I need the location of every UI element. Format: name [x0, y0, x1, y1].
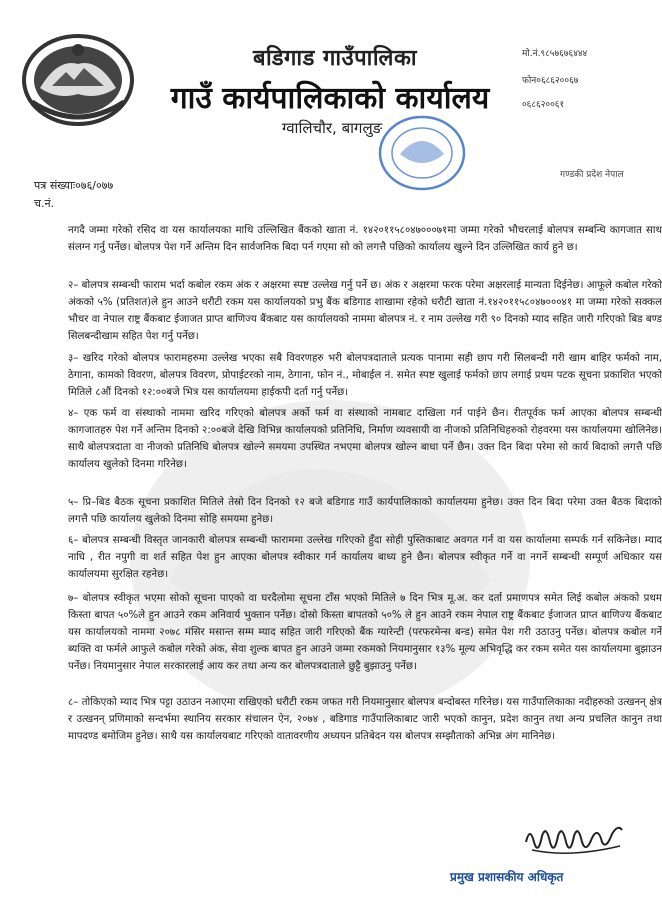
- paragraph: २– बोलपत्र सम्बन्धी फाराम भर्दा कबोल रकम अंक र अक्षरमा स्पष्ट उल्लेख गर्नु पर्ने छ। अंक र अक्षरमा फरक परेमा अक्षरलाई मान्यता दिईनेछ। आफूले कबोल गरेको अंकको ५% (प्रतिशत)ले हुन आउने धरौटी रकम यस कार्यालयको प्रभु बैंक बडिगाड शाखामा रहेको धरौटी खाता नं.१४२०११५८०४७०००४१ मा जम्मा गरेको सक्कल भौचर वा नेपाल राष्ट्र बैंकबाट ईजाजत प्राप्त बाणिज्य बैंकबाट यस कार्यालयको नाममा बोलपत्र नं. र नाम उल्लेख गरी ९० दिनको म्याद सहित जारी गरिएको बिड बण्ड सिलबन्दीखाम सहित पेश गर्नु पर्नेछ।: [68, 280, 662, 342]
- province-name: गण्डकी प्रदेश नेपाल: [560, 170, 624, 180]
- paragraph: ५– प्रि–बिड बैठक सूचना प्रकाशित मितिले तेस्रो दिन दिनको १२ बजे बडिगाड गाउँ कार्यपालिकाको कार्यालयमा हुनेछ। उक्त दिन बिदा परेमा उक्त बैठक बिदाको लगत्तै पछि कार्यालय खुलेको दिनमा सोहि समयमा हुनेछ।: [68, 497, 662, 525]
- contact-phone: फोन०६८६२००६७: [522, 76, 579, 86]
- dispatch-number: च.नं.: [34, 197, 55, 210]
- letter-number: पत्र संख्याः०७६/०७७: [34, 179, 114, 192]
- designation-label: प्रमुख प्रशासकीय अधिकृत: [450, 870, 564, 884]
- paragraph: ३– खरिद गरेको बोलपत्र फारामहरुमा उल्लेख भएका सबै विवरणहरु भरी बोलपत्रदाताले प्रत्यक पानामा सही छाप गरी सिलबन्दी गरी खाम बाहिर फर्मको नाम, ठेगाना, कामको विवरण, बोलपत्र विवरण, प्रोपाईटरको नाम, ठेगाना, फोन नं., मोबाईल नं. समेत स्पष्ट खुलाई फर्मको छाप लगाई प्रथम पटक सूचना प्रकाशित भएको मितिले ८औं दिनको १२:००बजे भित्र यस कार्यालयमा हाईकपी दर्ता गर्नु पर्नेछ।: [68, 353, 662, 398]
- contact-mobile: मो.नं.९८५७६७६४४४: [522, 49, 588, 59]
- contact-phone-2: ०६८६२००६१: [522, 100, 565, 110]
- paragraph: नगदै जम्मा गरेको रसिद वा यस कार्यालयका माथि उल्लिखित बैंकको खाता नं. १४२०११५८०४७०००७१मा जम्मा गरेको भौचरलाई बोलपत्र सम्बन्धि कागजात साथ संलग्न गर्नु पर्नेछ। बोलपत्र पेश गर्ने अन्तिम दिन सार्वजनिक बिदा पर्न गएमा सो को लगत्तै पछिको कार्यालय खुल्ने दिन उल्लिखित कार्य हुने छ।: [68, 225, 662, 253]
- paragraph: ४– एक फर्म वा संस्थाको नाममा खरिद गरिएको बोलपत्र अर्को फर्म वा संस्थाको नामबाट दाखिला गर्न पाईने छैन। रीतपूर्वक फर्म आएका बोलपत्र सम्बन्धी कागजातहरु पेश गर्ने अन्तिम दिनको २:००बजे देखि विभिन्न कार्यालयको प्रतिनिधि, निर्माण व्यवसायी वा नीजको प्रतिनिधिहरुको रोहवरमा यस कार्यालयमा खोलिनेछ। साथै बोलपत्रदाता वा नीजको प्रतिनिधि बोलपत्र खोल्ने समयमा उपस्थित नभएमा बोलपत्र खोल्न बाधा पर्ने छैन। उक्त दिन बिदा परेमा सो कार्य बिदाको लगत्तै पछि कार्यालय खुलेको दिनमा गरिनेछ।: [68, 408, 662, 470]
- paragraph: ८– तोकिएको म्याद भित्र पट्टा उठाउन नआएमा राखिएको धरौटी रकम जफत गरी नियमानुसार बोलपत्र बन्दोबस्त गरिनेछ। यस गाउँपालिकाका नदीहरुको उत्खनन् क्षेत्र र उत्खनन् प्रणिमाको सन्दर्भमा स्थानिय सरकार संचालन ऐन, २०७४ , बडिगाड गाउँपालिकाबाट जारी भएको कानुन, प्रदेश कानुन तथा अन्य प्रचलित कानुन तथा मापदण्ड बमोजिम हुनेछ। साथै यस कार्यालयबाट गरिएको वातावरणीय अध्ययन प्रतिबेदन यस बोलपत्र सम्झौताको अभिन्न अंग मानिनेछ।: [68, 697, 662, 742]
- paragraph: ६– बोलपत्र सम्बन्धी विस्तृत जानकारी बोलपत्र सम्बन्धी फाराममा उल्लेख गरिएको हुँदा सोही पुस्तिकाबाट अवगत गर्न वा यस कार्यालमा सम्पर्क गर्न सकिनेछ। म्याद नाघि , रीत नपुगी वा शर्त सहित पेश हुन आएका बोलपत्र स्वीकार गर्न कार्यालय बाध्य हुने छैन। बोलपत्र स्वीकृत गर्ने वा नगर्ने सम्बन्धी सम्पूर्ण अधिकार यस कार्यालयमा सुरक्षित रहनेछ।: [68, 535, 662, 580]
- office-address: ग्वालिचौर, बागलुङ: [282, 119, 383, 137]
- signature-image: [520, 816, 630, 862]
- municipality-name: बडिगाड गाउँपालिका: [252, 46, 418, 71]
- office-name: गाउँ कार्यपालिकाको कार्यालय: [170, 81, 490, 116]
- office-seal-icon: [372, 108, 472, 198]
- nepal-emblem-icon: [18, 28, 138, 128]
- paragraph: ७– बोलपत्र स्वीकृत भएमा सोको सूचना पाएको वा घरदैलोमा सूचना टाँस भएको मितिले ७ दिन भित्र मू.अ. कर दर्ता प्रमाणपत्र समेत लिई कबोल अंकको प्रथम किस्ता बापत ५०%ले हुन आउने रकम अनिवार्य भुक्तान पर्नेछ। दोस्रो किस्ता बापतको ५०% ले हुन आउने रकम नेपाल राष्ट्र बैंकबाट ईजाजत प्राप्त बाणिज्य बैंकबाट यस कार्यालयको नाममा २०७८ मंसिर मसान्त सम्म म्याद सहित जारी गरिएको बैंक ग्यारेन्टी (परफरमेन्स बन्ड) समेत पेश गरी उठाउनु पर्नेछ। बोलपत्र कबोल गर्ने ब्यक्ति वा फर्मले आफुले कबोल गरेको अंक, सेवा शुल्क बापत हुन आउने जम्मा रकमको नियमानुसार १३% मूल्य अभिवृद्धि कर रकम समेत यस कार्यालयमा बुझाउन पर्नेछ। नियमानुसार नेपाल सरकारलाई आय कर तथा अन्य कर बोलपत्रदाताले छुट्टै बुझाउनु पर्नेछ।: [68, 593, 662, 672]
